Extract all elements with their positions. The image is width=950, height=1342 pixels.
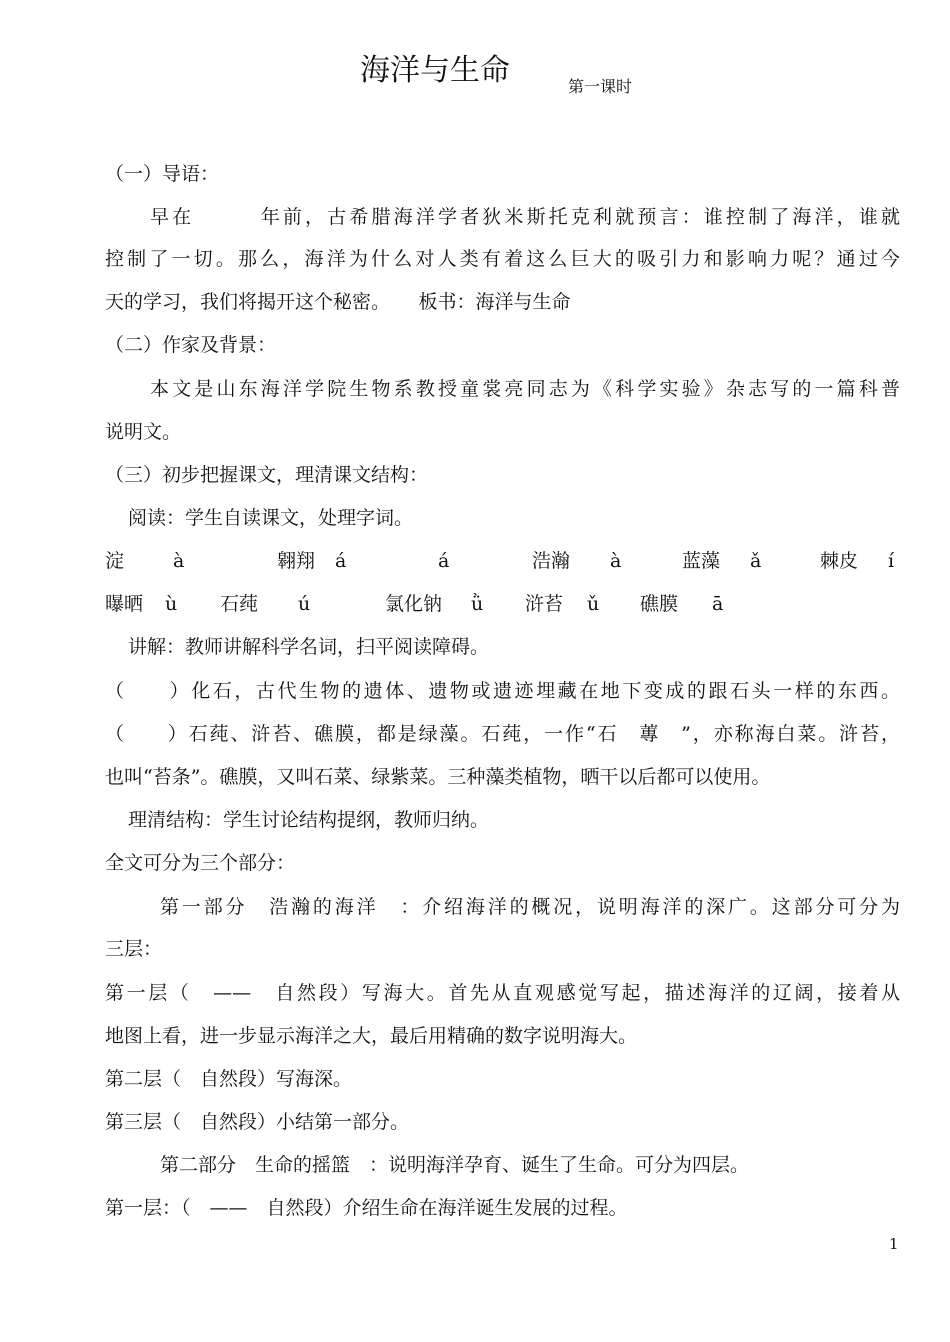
vocab-word: 浒苔 — [525, 593, 564, 615]
vocab-word: 蓝藻 — [682, 550, 721, 572]
part-heading: 第一部分 浩瀚的海洋 ：介绍海洋的概况，说明海洋的深广。这部分可分为 — [160, 896, 900, 918]
vocab-word: 翱翔 — [277, 550, 316, 572]
paragraph-line: 本文是山东海洋学院生物系教授童裳亮同志为《科学实验》杂志写的一篇科普 — [150, 378, 900, 400]
paragraph-line: （ ）化石，古代生物的遗体、遗物或遗迹埋藏在地下变成的跟石头一样的东西。 — [105, 680, 900, 702]
vocab-word: 礁膜 — [640, 593, 679, 615]
vocab-pinyin: ā — [712, 593, 724, 615]
paragraph-line: 第三层（ 自然段）小结第一部分。 — [105, 1111, 410, 1133]
paragraph-line: 全文可分为三个部分： — [105, 852, 296, 874]
section-heading-intro: （一）导语： — [105, 163, 220, 185]
vocab-row — [105, 589, 900, 619]
vocab-pinyin: à — [173, 550, 185, 572]
page-title: 海洋与生命 — [360, 53, 510, 88]
vocab-pinyin: ǔ — [587, 593, 600, 615]
paragraph-line: （ ）石莼、浒苔、礁膜，都是绿藻。石莼，一作“石 蓴 ”，亦称海白菜。浒苔， — [105, 723, 900, 745]
paragraph-line: 第一层：（ —— 自然段）介绍生命在海洋诞生发展的过程。 — [105, 1197, 628, 1219]
paragraph-line: 早在 年前，古希腊海洋学者狄米斯托克利就预言：谁控制了海洋，谁就 — [150, 206, 900, 228]
paragraph-line: 第二层（ 自然段）写海深。 — [105, 1068, 353, 1090]
vocab-pinyin: á — [335, 550, 347, 572]
vocab-pinyin: í — [888, 550, 895, 572]
part-heading: 第二部分 生命的摇篮 ：说明海洋孕育、诞生了生命。可分为四层。 — [160, 1154, 750, 1176]
vocab-pinyin: ǜ — [471, 593, 484, 615]
vocab-word: 石莼 — [220, 593, 259, 615]
section-heading-structure: （三）初步把握课文，理清课文结构： — [105, 464, 429, 486]
section-heading-author: （二）作家及背景： — [105, 334, 277, 356]
paragraph-line: 讲解：教师讲解科学名词，扫平阅读障碍。 — [128, 636, 490, 658]
vocab-word: 曝晒 — [105, 593, 144, 615]
paragraph-line: 也叫“苔条”。礁膜，又叫石菜、绿紫菜。三种藻类植物，晒干以后都可以使用。 — [105, 766, 771, 788]
paragraph-line: 地图上看，进一步显示海洋之大，最后用精确的数字说明海大。 — [105, 1025, 638, 1047]
paragraph-line: 控制了一切。那么，海洋为什么对人类有着这么巨大的吸引力和影响力呢？通过今 — [105, 248, 900, 270]
paragraph-line: 理清结构：学生讨论结构提纲，教师归纳。 — [128, 809, 490, 831]
vocab-word: 氯化钠 — [385, 593, 443, 615]
vocab-pinyin: à — [610, 550, 622, 572]
vocab-word: 浩瀚 — [532, 550, 571, 572]
vocab-pinyin: ù — [165, 593, 178, 615]
paragraph-line: 说明文。 — [105, 421, 182, 443]
paragraph-line: 第一层（ —— 自然段）写海大。首先从直观感觉写起，描述海洋的辽阔，接着从 — [105, 982, 900, 1004]
vocab-pinyin: ǎ — [750, 550, 762, 572]
vocab-word: 淀 — [105, 550, 125, 572]
vocab-pinyin: á — [438, 550, 450, 572]
vocab-word: 棘皮 — [820, 550, 859, 572]
vocab-pinyin: ú — [298, 593, 311, 615]
page-number: 1 — [889, 1235, 899, 1253]
paragraph-line: 三层： — [105, 938, 163, 960]
paragraph-line: 阅读：学生自读课文，处理字词。 — [128, 507, 414, 529]
page-subtitle: 第一课时 — [568, 77, 633, 96]
vocab-row — [105, 546, 900, 576]
paragraph-line: 天的学习，我们将揭开这个秘密。 板书：海洋与生命 — [105, 291, 571, 313]
